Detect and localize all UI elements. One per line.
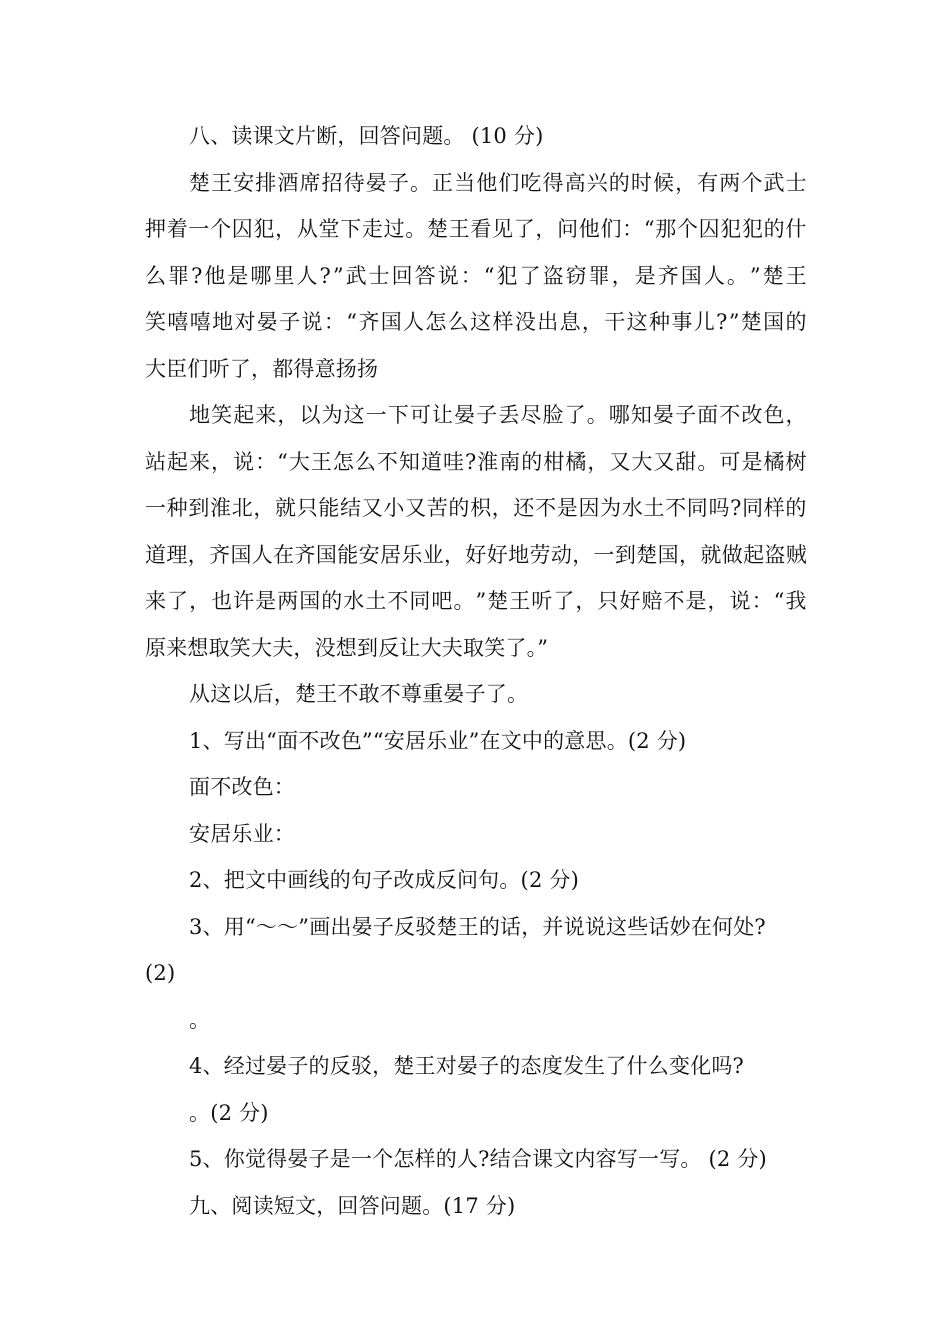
answer-blank-end: 。 [189,1007,211,1032]
question-3: 3、用“～～”画出晏子反驳楚王的话，并说说这些话妙在何处? [189,914,766,939]
passage-line: 么 罪 ? 他 是 哪 里 人 ? ” 武 士 回 答 说 ： “ 犯 了 盗 窃 罪 ， 是 齐 国 人 。 ” 楚 王 [145,263,807,288]
question-3-points: (2) [145,961,176,985]
question-4-points: 。(2 分) [189,1100,269,1125]
question-1: 1、写出“面不改色”“安居乐业”在文中的意思。(2 分) [189,728,687,753]
passage-line: 押 着 一 个 囚 犯 ， 从 堂 下 走 过 。 楚 王 看 见 了 ， 问 他 们 ： “ 那 个 囚 犯 犯 的 什 [145,217,807,241]
passage-line: 楚 王 安 排 酒 席 招 待 晏 子 。 正 当 他 们 吃 得 高 兴 的 时 候 ， 有 两 个 武 士 [189,170,807,195]
question-2: 2、把文中画线的句子改成反问句。(2 分) [189,868,579,892]
answer-label: 面不改色： [189,775,295,799]
passage-line: 地 笑 起 来 ， 以 为 这 一 下 可 让 晏 子 丢 尽 脸 了 。 哪 知 晏 子 面 不 改 色 ， [189,403,807,427]
section-heading-9: 九、阅读短文，回答问题。(17 分) [189,1193,516,1218]
passage-line: 从这以后，楚王不敢不尊重晏子了。 [189,682,529,706]
passage-line: 站 起 来 ， 说 ： “ 大 王 怎 么 不 知 道 哇 ? 淮 南 的 柑 橘 ， 又 大 又 甜 。 可 是 橘 树 [145,449,807,474]
passage-line: 笑 嘻 嘻 地 对 晏 子 说 ： “ 齐 国 人 怎 么 这 样 没 出 息 ， 干 这 种 事 儿 ? ” 楚 国 的 [145,310,807,334]
question-5: 5、你觉得晏子是一个怎样的人?结合课文内容写一写。 (2 分) [189,1147,767,1171]
section-heading-8: 八、读课文片断，回答问题。 (10 分) [189,124,544,148]
passage-line: 道 理 ， 齐 国 人 在 齐 国 能 安 居 乐 业 ， 好 好 地 劳 动 ， 一 到 楚 国 ， 就 做 起 盗 贼 [145,542,807,567]
passage-line: 一 种 到 淮 北 ， 就 只 能 结 又 小 又 苦 的 枳 ， 还 不 是 因 为 水 土 不 同 吗 ? 同 样 的 [145,496,807,520]
document-body [145,113,807,1229]
answer-label: 安居乐业： [189,821,295,846]
passage-line: 来 了 ， 也 许 是 两 国 的 水 土 不 同 吧 。 ” 楚 王 听 了 ， 只 好 赔 不 是 ， 说 ： “ 我 [145,589,807,613]
passage-line: 原来想取笑大夫，没想到反让大夫取笑了。” [145,635,549,660]
question-4: 4、经过晏子的反驳，楚王对晏子的态度发生了什么变化吗? [189,1054,745,1078]
passage-line: 大臣们听了，都得意扬扬 [145,356,379,381]
